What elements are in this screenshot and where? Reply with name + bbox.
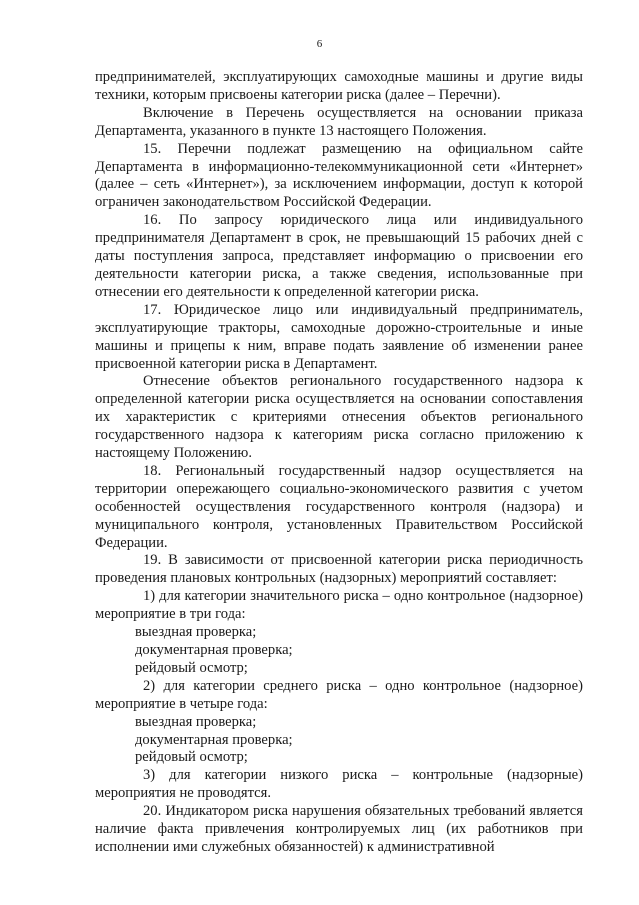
- paragraph-16: 16. По запросу юридического лица или индивидуального предпринимателя Департамент в срок, не превышающий 15 рабочих дней с даты поступления запроса, представляет информацию о присвоении его деятельности категории риска, а также сведения, использованные при отнесении его деятельности к определенной категории риска.: [95, 212, 583, 300]
- list-subitem: документарная проверка;: [135, 642, 293, 658]
- list-subitem: рейдовый осмотр;: [135, 659, 248, 676]
- paragraph-20: 20. Индикатором риска нарушения обязательных требований является наличие факта привлечения контролируемых лиц (их работников при исполнении ими служебных обязанностей) к административной: [95, 803, 583, 855]
- paragraph-continuation: предпринимателей, эксплуатирующих самоходные машины и другие виды техники, которым присвоены категории риска (далее – Перечни).: [95, 69, 583, 103]
- list-subitem: рейдовый осмотр;: [135, 749, 248, 766]
- list-item-medium-risk: 2) для категории среднего риска – одно контрольное (надзорное) мероприятие в четыре года:: [95, 677, 583, 712]
- list-subitem: выездная проверка;: [135, 713, 257, 730]
- paragraph-15: 15. Перечни подлежат размещению на официальном сайте Департамента в информационно-телекоммуникационной сети «Интернет» (далее – сеть «Интернет»), за исключением информации, доступ к которой ограничен законодательством Российской Федерации.: [95, 140, 583, 211]
- page-number: 6: [316, 38, 323, 50]
- paragraph-19: 19. В зависимости от присвоенной категории риска периодичность проведения плановых контрольных (надзорных) мероприятий составляет:: [95, 552, 583, 587]
- paragraph-assignment: Отнесение объектов регионального государственного надзора к определенной категории риска осуществляется на основании сопоставления их характеристик с критериями отнесения объектов регионального государственного надзора к категориям риска согласно приложению к настоящему Положению.: [95, 373, 583, 462]
- list-item-low-risk: 3) для категории низкого риска – контрольные (надзорные) мероприятия не проводятся.: [95, 767, 583, 802]
- list-subitem: документарная проверка;: [135, 731, 293, 748]
- paragraph-17: 17. Юридическое лицо или индивидуальный предприниматель, эксплуатирующие тракторы, самоходные дорожно-строительные и иные машины и прицепы к ним, вправе подать заявление об изменении ранее присвоенной категории риска в Департамент.: [95, 301, 583, 372]
- list-item-significant-risk: 1) для категории значительного риска – одно контрольное (надзорное) мероприятие в три года:: [95, 588, 583, 623]
- paragraph-18: 18. Региональный государственный надзор осуществляется на территории опережающего социально-экономического развития с учетом особенностей осуществления государственного контроля (надзора) и муниципального контроля, установленных Правительством Российской Федерации.: [95, 462, 583, 551]
- list-subitem: выездная проверка;: [135, 624, 257, 641]
- paragraph-inclusion: Включение в Перечень осуществляется на основании приказа Департамента, указанного в пункте 13 настоящего Положения.: [95, 104, 583, 139]
- document-body: [95, 69, 583, 857]
